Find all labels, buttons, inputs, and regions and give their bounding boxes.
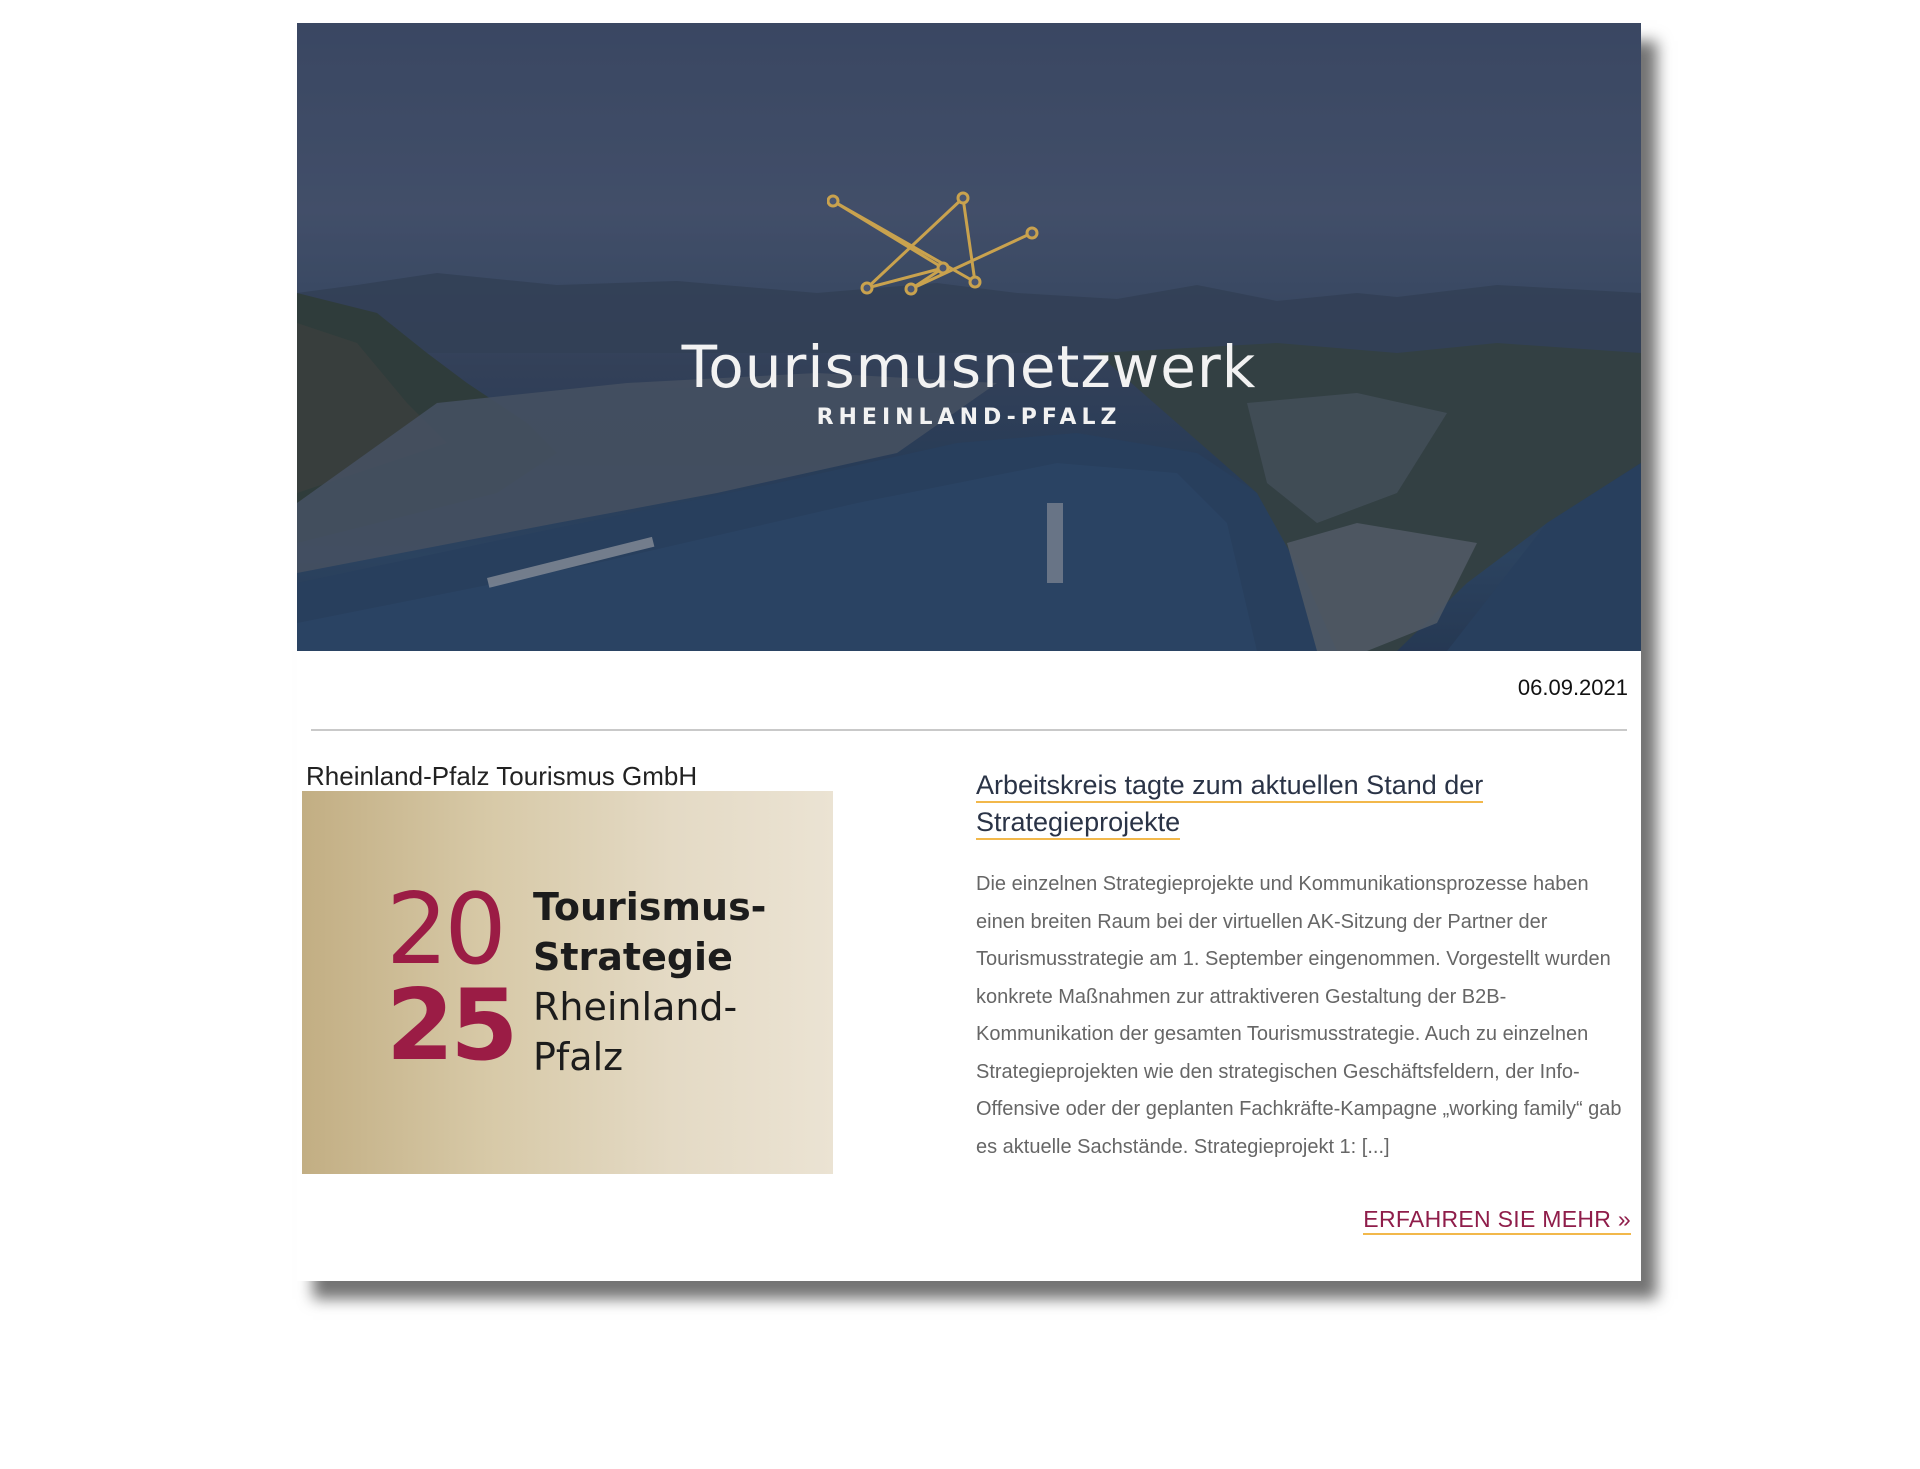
promo-year-bottom: 25 (386, 969, 515, 1083)
promo-year-top: 20 (386, 873, 503, 987)
network-crown-icon (827, 163, 1107, 313)
read-more-link[interactable]: ERFAHREN SIE MEHR » (1363, 1206, 1631, 1235)
newsletter-date: 06.09.2021 (1517, 675, 1628, 700)
strategy-promo-image[interactable] (302, 791, 833, 1174)
newsletter-card (297, 23, 1641, 1281)
promo-line-4: Pfalz (533, 1035, 624, 1079)
article-title-text[interactable]: Arbeitskreis tagte zum aktuellen Stand der Strategieprojekte (976, 770, 1483, 840)
article-teaser: Die einzelnen Strategieprojekte und Kommunikationsprozesse haben einen breiten Raum bei der virtuellen AK-Sitzung der Partner der Tourismusstrategie am 1. September eingenommen. Vorgestellt wurden konkrete Maßnahmen zur attraktiveren Gestaltung der B2B-Kommunikation der gesamten Tourismusstrategie. Auch zu einzelnen Strategieprojekten wie den strategischen Geschäftsfeldern, der Info-Offensive oder der geplanten Fachkräfte-Kampagne „working family“ gab es aktuelle Sachstände. Strategieprojekt 1: [...] (976, 873, 1622, 1158)
organization-name: Rheinland-Pfalz Tourismus GmbH (306, 761, 698, 791)
article-title-link[interactable] (976, 767, 1616, 841)
promo-line-2: Strategie (533, 935, 733, 979)
brand-subtitle: RHEINLAND-PFALZ (816, 405, 1122, 430)
divider (311, 729, 1627, 731)
promo-line-1: Tourismus- (533, 885, 767, 929)
promo-line-3: Rheinland- (533, 985, 738, 1029)
brand-title: Tourismusnetzwerk (681, 333, 1257, 401)
hero-banner (297, 23, 1641, 651)
